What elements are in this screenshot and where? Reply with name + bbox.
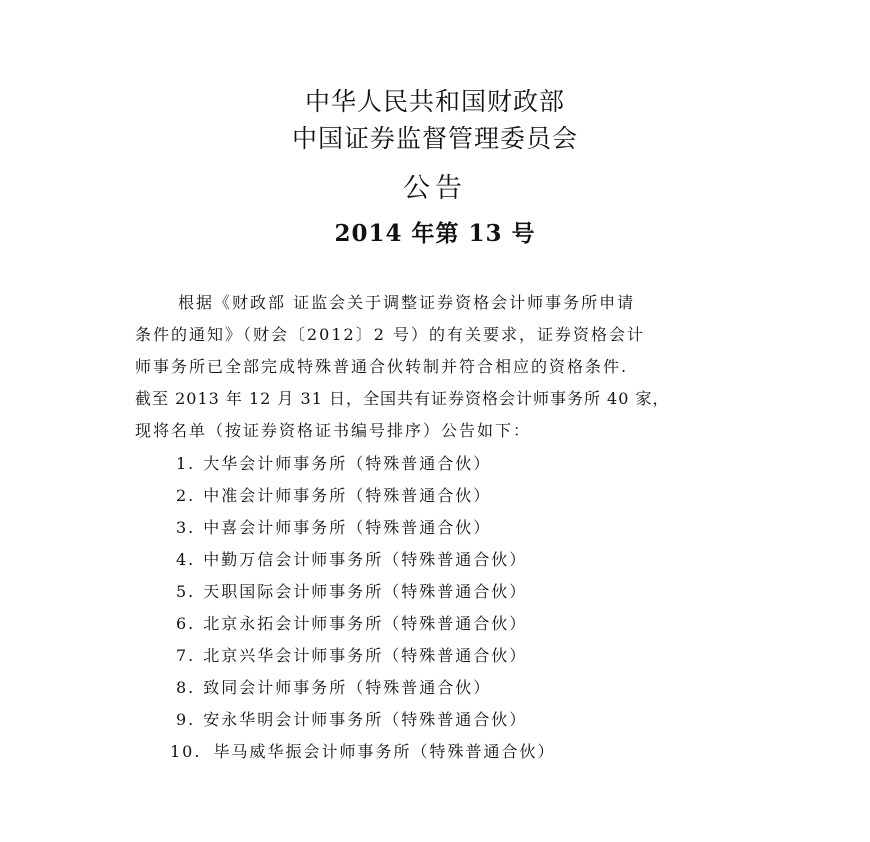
firm-number: 6.: [176, 614, 196, 633]
firm-number: 10.: [170, 742, 202, 761]
firm-list-item: [176, 672, 555, 704]
firm-number: 4.: [176, 550, 196, 569]
firm-name: 安永华明会计师事务所（特殊普通合伙）: [203, 710, 528, 729]
accounting-firm-list: [170, 448, 556, 768]
body-line-1: 根据《财政部 证监会关于调整证券资格会计师事务所申请: [178, 293, 636, 312]
body-line-5: 现将名单（按证券资格证书编号排序）公告如下：: [135, 421, 532, 440]
firm-list-item: [170, 736, 556, 768]
body-line-2: 条件的通知》（财会〔2012〕2 号）的有关要求，证券资格会计: [135, 325, 645, 344]
issuing-agency-ministry-of-finance: 中华人民共和国财政部: [304, 87, 565, 116]
firm-list-item: [176, 640, 555, 672]
firm-number: 2.: [176, 486, 196, 505]
firm-list-item: [176, 448, 555, 480]
firm-number: 9.: [176, 710, 196, 729]
document-type-title: 公告: [403, 173, 467, 204]
firm-list-item: [176, 512, 555, 544]
firm-name: 致同会计师事务所（特殊普通合伙）: [203, 678, 492, 697]
firm-name: 北京兴华会计师事务所（特殊普通合伙）: [203, 646, 528, 665]
document-number: 2014 年第 13 号: [334, 220, 536, 247]
firm-name: 北京永拓会计师事务所（特殊普通合伙）: [203, 614, 528, 633]
body-line-4: 截至 2013 年 12 月 31 日，全国共有证券资格会计师事务所 40 家，: [135, 389, 670, 408]
firm-number: 5.: [176, 582, 196, 601]
firm-number: 7.: [176, 646, 196, 665]
firm-name: 天职国际会计师事务所（特殊普通合伙）: [203, 582, 528, 601]
firm-name: 毕马威华振会计师事务所（特殊普通合伙）: [213, 742, 556, 761]
firm-name: 中勤万信会计师事务所（特殊普通合伙）: [203, 550, 528, 569]
firm-name: 中准会计师事务所（特殊普通合伙）: [203, 486, 492, 505]
firm-number: 3.: [176, 518, 196, 537]
firm-list-item: [176, 576, 555, 608]
body-line-3: 师事务所已全部完成特殊普通合伙转制并符合相应的资格条件.: [135, 357, 629, 376]
firm-list-item: [176, 544, 555, 576]
firm-name: 中喜会计师事务所（特殊普通合伙）: [203, 518, 492, 537]
firm-list-item: [176, 608, 555, 640]
firm-name: 大华会计师事务所（特殊普通合伙）: [203, 454, 492, 473]
firm-list-item: [176, 704, 555, 736]
firm-list-item: [176, 480, 555, 512]
firm-number: 1.: [176, 454, 196, 473]
issuing-agency-csrc: 中国证券监督管理委员会: [291, 124, 578, 153]
firm-number: 8.: [176, 678, 196, 697]
